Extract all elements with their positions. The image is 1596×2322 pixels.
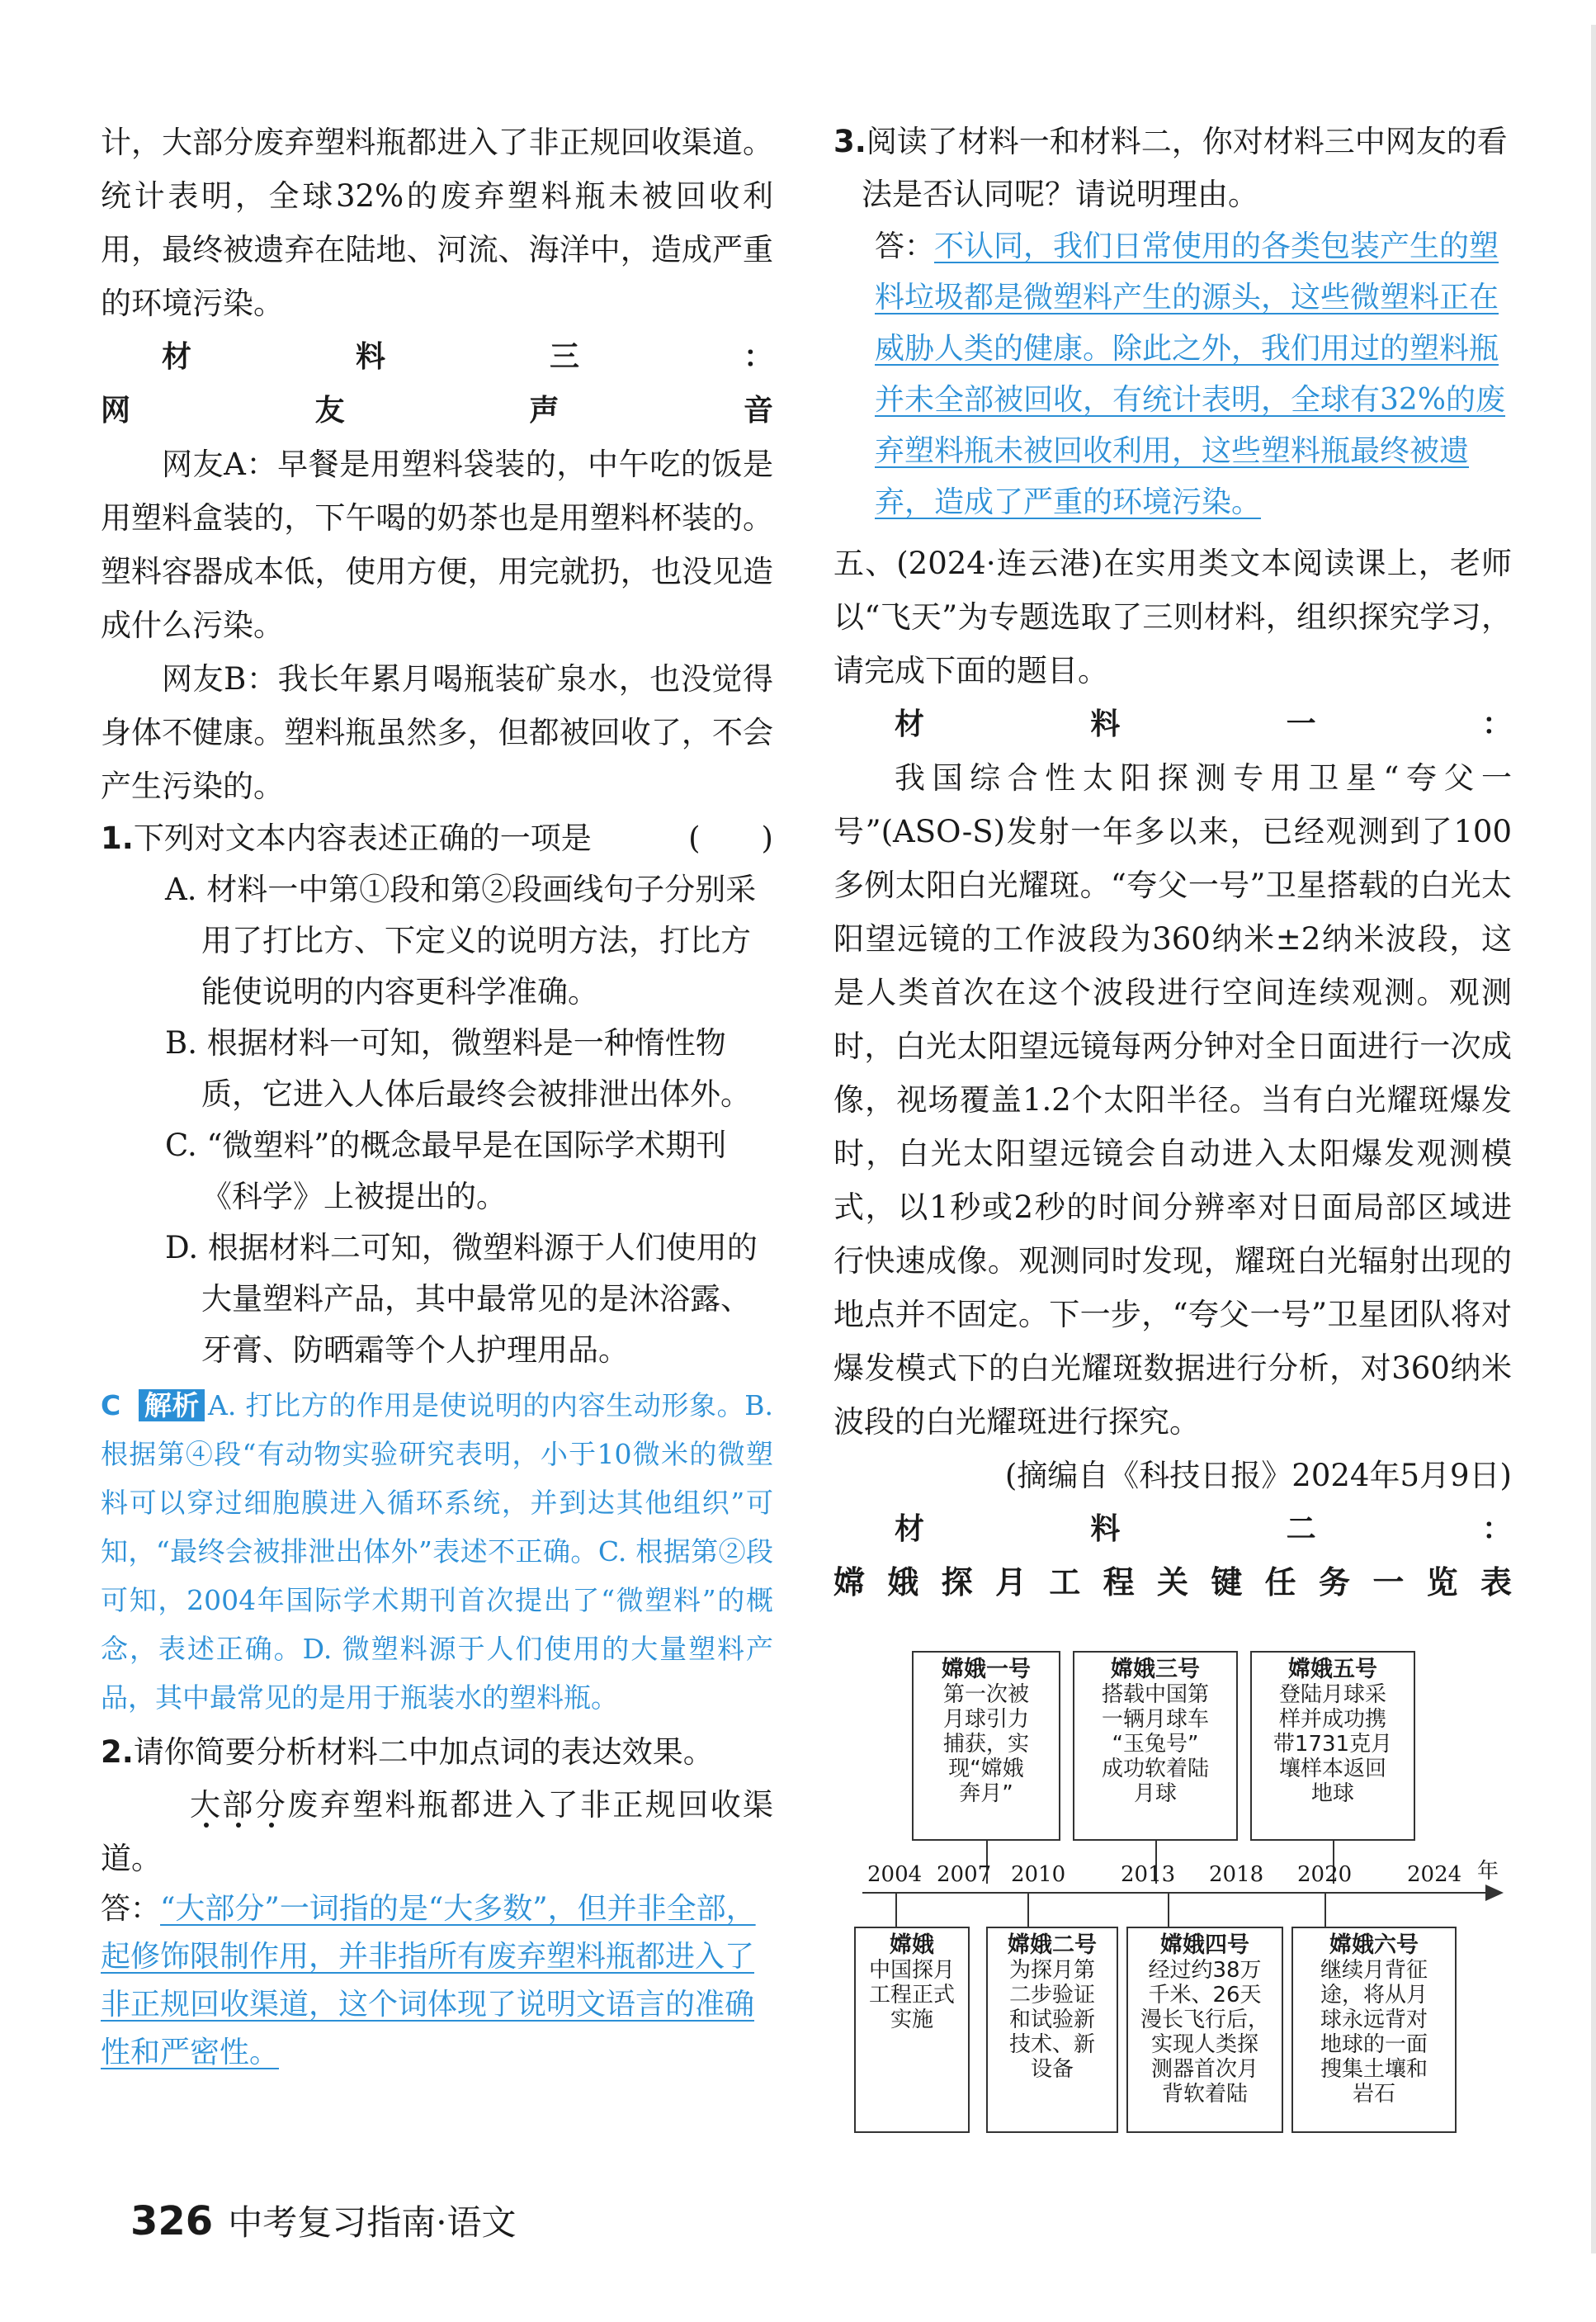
question-3 (833, 116, 1512, 221)
question-1-answer-paren: ( ) (688, 821, 773, 856)
box-line: 二步验证 (1008, 1983, 1095, 2008)
question-2-text: 请你简要分析材料二中加点词的表达效果。 (133, 1734, 714, 1770)
box-line: 壤样本返回 (1278, 1757, 1386, 1781)
box-title: 嫦娥二号 (1008, 1932, 1097, 1958)
timeline-arrow (1485, 1885, 1504, 1901)
box-title: 嫦娥 (890, 1932, 934, 1958)
timeline-box-chang-e-4 (1126, 1927, 1283, 2133)
question-2 (101, 1727, 773, 1778)
material1-source: (摘编自《科技日报》2024年5月9日) (1004, 1458, 1512, 1493)
question-2-answer-label: 答： (101, 1892, 161, 1926)
box-line: 一辆月球车 (1101, 1707, 1209, 1732)
box-line: 继续月背征 (1320, 1958, 1428, 1983)
material3-title: 网友声音 (101, 394, 773, 428)
box-line: 带1731克月 (1273, 1732, 1393, 1757)
box-line: 第一次被 (942, 1682, 1029, 1707)
box-line: 为探月第 (1008, 1958, 1095, 1983)
left-column (101, 116, 773, 2077)
page-edge-shadow (1591, 25, 1596, 2253)
timeline-box-chang-e-5 (1250, 1651, 1415, 1841)
timeline-box-chang-e-3 (1073, 1651, 1238, 1841)
material2-tail-paragraph: 计，大部分废弃塑料瓶都进入了非正规回收渠道。统计表明，全球32%的废弃塑料瓶未被回收利用，最终被遗弃在陆地、河流、海洋中，造成严重的环境污染。 (101, 125, 773, 321)
book-title: 中考复习指南·语文 (228, 2202, 517, 2243)
year-label: 2007 (937, 1862, 992, 1887)
question-2-number: 2. (101, 1734, 134, 1770)
box-line: 背软着陆 (1161, 2082, 1248, 2107)
timeline-box-chang-e (854, 1927, 970, 2133)
box-line: 月球 (1133, 1781, 1177, 1806)
box-line: 地球 (1310, 1781, 1354, 1806)
box-line: 搭载中国第 (1101, 1682, 1209, 1707)
box-line: 经过约38万 (1148, 1958, 1262, 1983)
connector-line (1027, 1894, 1029, 1927)
box-line: 成功软着陆 (1101, 1757, 1209, 1781)
question-2-answer (101, 1885, 773, 2077)
box-line: 捕获，实 (942, 1732, 1029, 1757)
box-title: 嫦娥四号 (1160, 1932, 1249, 1958)
timeline-axis (862, 1892, 1490, 1894)
dotted-word: 大部分 (190, 1787, 288, 1823)
connector-line (1168, 1894, 1169, 1927)
explanation-tag: 解析 (139, 1389, 205, 1421)
box-line: 地球的一面 (1320, 2032, 1428, 2057)
box-line: 设备 (1030, 2057, 1074, 2082)
box-line: 途，将从月 (1320, 1983, 1428, 2008)
question-3-number: 3. (833, 124, 866, 159)
box-line: 月球引力 (942, 1707, 1029, 1732)
page-footer (130, 2196, 517, 2245)
section-5-intro: 五、(2024·连云港)在实用类文本阅读课上，老师以“飞天”为专题选取了三则材料，组织探究学习，请完成下面的题目。 (833, 546, 1512, 688)
box-line: 中国探月 (868, 1958, 955, 1983)
box-line: 实现人类探 (1150, 2032, 1258, 2057)
option-c: C. “微塑料”的概念最早是在国际学术期刊《科学》上被提出的。 (165, 1128, 727, 1214)
box-line: 测器首次月 (1150, 2057, 1258, 2082)
year-label: 2018 (1209, 1862, 1264, 1887)
box-line: 现“嫦娥 (948, 1757, 1024, 1781)
question-3-answer (833, 221, 1512, 528)
question-1-explanation-text: A. 打比方的作用是使说明的内容生动形象。B. 根据第④段“有动物实验研究表明，小于10微米的微塑料可以穿过细胞膜进入循环系统，并到达其他组织”可知，“最终会被排泄出体外”表述不正确。C. 根据第②段可知，2004年国际学术期刊首次提出了“微塑料”的概念，表述正确。D. 微塑料源于人们使用的大量塑料产品，其中最常见的是用于瓶装水的塑料瓶。 (101, 1389, 773, 1714)
right-column (833, 116, 1512, 1610)
material2-label: 材料二： (895, 1512, 1512, 1546)
question-3-answer-text: 不认同，我们日常使用的各类包装产生的塑料垃圾都是微塑料产生的源头，这些微塑料正在威胁人类的健康。除此之外，我们用过的塑料瓶并未全部被回收，有统计表明，全球有32%的废弃塑料瓶未被回收利用，这些塑料瓶最终被遗弃，造成了严重的环境污染。 (875, 229, 1506, 519)
timeline-table-title: 嫦娥探月工程关键任务一览表 (833, 1564, 1512, 1601)
year-label: 2020 (1297, 1862, 1353, 1887)
box-line: 球永远背对 (1320, 2008, 1428, 2032)
question-3-answer-label: 答： (875, 229, 935, 263)
connector-line (1324, 1894, 1326, 1927)
box-title: 嫦娥五号 (1288, 1657, 1377, 1682)
box-line: 和试验新 (1008, 2008, 1095, 2032)
year-unit-label: 年 (1477, 1859, 1499, 1884)
box-line: 搜集土壤和 (1320, 2057, 1428, 2082)
question-1-text: 下列对文本内容表述正确的一项是 (133, 821, 592, 856)
option-b: B. 根据材料一可知，微塑料是一种惰性物质，它进入人体后最终会被排泄出体外。 (165, 1025, 751, 1112)
question-1-answer: C (101, 1389, 121, 1421)
netizen-a-paragraph: 网友A：早餐是用塑料袋装的，中午吃的饭是用塑料盒装的，下午喝的奶茶也是用塑料杯装的。塑料容器成本低，使用方便，用完就扔，也没见造成什么污染。 (101, 447, 773, 643)
option-d: D. 根据材料二可知，微塑料源于人们使用的大量塑料产品，其中最常见的是沐浴露、牙膏、防晒霜等个人护理用品。 (165, 1230, 758, 1368)
box-line: 奔月” (959, 1781, 1013, 1806)
question-2-quote-rest: 废弃塑料瓶都进入了非正规回收渠道。 (101, 1787, 774, 1876)
year-label: 2010 (1011, 1862, 1066, 1887)
timeline-box-chang-e-1 (912, 1651, 1060, 1841)
box-title: 嫦娥一号 (942, 1657, 1031, 1682)
question-1 (101, 813, 773, 864)
timeline-box-chang-e-6 (1291, 1927, 1457, 2133)
box-line: 技术、新 (1008, 2032, 1095, 2057)
material3-label: 材料三： (162, 340, 773, 374)
page-number: 326 (130, 2198, 214, 2244)
year-label: 2024 (1407, 1862, 1462, 1887)
box-line: 岩石 (1352, 2082, 1395, 2107)
box-line: 漫长飞行后， (1140, 2008, 1269, 2032)
question-1-explanation (101, 1381, 773, 1722)
question-2-quote (101, 1778, 773, 1885)
material1-label: 材料一： (895, 707, 1512, 741)
box-line: 登陆月球采 (1278, 1682, 1386, 1707)
year-label: 2013 (1121, 1862, 1176, 1887)
box-title: 嫦娥六号 (1329, 1932, 1419, 1958)
box-line: 样并成功携 (1278, 1707, 1386, 1732)
box-line: 千米、26天 (1148, 1983, 1262, 2008)
question-2-answer-text: “大部分”一词指的是“大多数”，但并非全部，起修饰限制作用，并非指所有废弃塑料瓶都进入了非正规回收渠道，这个词体现了说明文语言的准确性和严密性。 (101, 1892, 756, 2069)
box-line: “玉兔号” (1112, 1732, 1199, 1757)
option-a: A. 材料一中第①段和第②段画线句子分别采用了打比方、下定义的说明方法，打比方能使说明的内容更科学准确。 (165, 872, 757, 1010)
change-e-timeline (862, 1601, 1506, 2179)
connector-line (895, 1894, 897, 1927)
year-label: 2004 (867, 1862, 923, 1887)
question-3-text: 阅读了材料一和材料二，你对材料三中网友的看法是否认同呢？请说明理由。 (862, 124, 1508, 212)
material1-text: 我国综合性太阳探测专用卫星“夸父一号”(ASO-S)发射一年多以来，已经观测到了100多例太阳白光耀斑。“夸父一号”卫星搭载的白光太阳望远镜的工作波段为360纳米±2纳米波段，这是人类首次在这个波段进行空间连续观测。观测时，白光太阳望远镜每两分钟对全日面进行一次成像，视场覆盖1.2个太阳半径。当有白光耀斑爆发时，白光太阳望远镜会自动进入太阳爆发观测模式，以1秒或2秒的时间分辨率对日面局部区域进行快速成像。观测同时发现，耀斑白光辐射出现的地点并不固定。下一步，“夸父一号”卫星团队将对爆发模式下的白光耀斑数据进行分析，对360纳米波段的白光耀斑进行探究。 (833, 760, 1512, 1440)
box-line: 工程正式 (868, 1983, 955, 2008)
question-1-number: 1. (101, 821, 134, 856)
netizen-b-paragraph: 网友B：我长年累月喝瓶装矿泉水，也没觉得身体不健康。塑料瓶虽然多，但都被回收了，不会产生污染的。 (101, 661, 773, 804)
timeline-box-chang-e-2 (986, 1927, 1118, 2133)
box-line: 实施 (890, 2008, 933, 2032)
box-title: 嫦娥三号 (1111, 1657, 1200, 1682)
